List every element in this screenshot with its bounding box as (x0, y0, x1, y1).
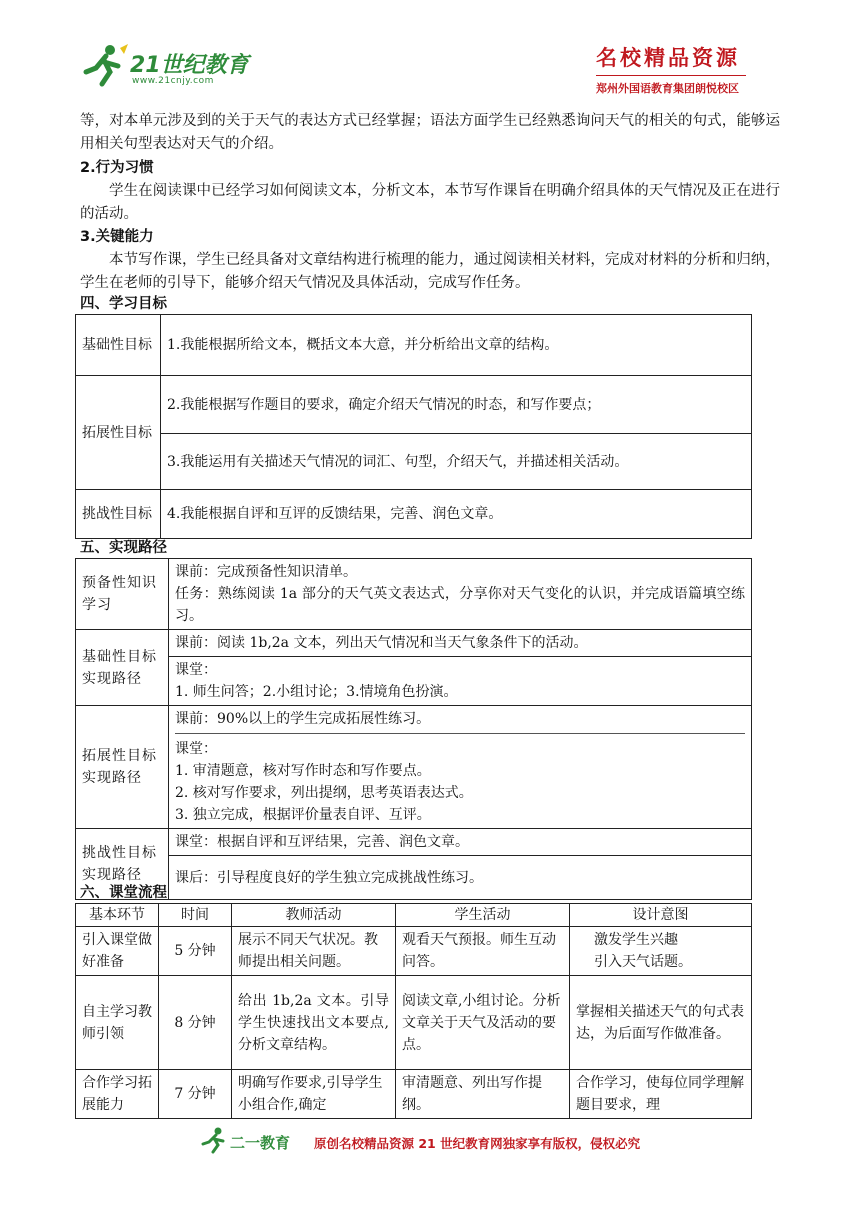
path-extend-step3: 3. 独立完成，根据评价量表自评、互评。 (175, 807, 431, 823)
path-label-prep: 预备性知识学习 (76, 559, 169, 630)
section-ability-text: 本节写作课，学生已经具备对文章结构进行梳理的能力，通过阅读相关材料，完成对材料的分析和归纳，学生在老师的引导下，能够介绍天气情况及具体活动，完成写作任务。 (80, 252, 780, 291)
flow-row2-stage: 自主学习教师引领 (76, 976, 159, 1070)
path-extend-step1: 1. 审清题意，核对写作时态和写作要点。 (175, 763, 431, 779)
flow-header-time: 时间 (159, 904, 232, 927)
flow-header-stage: 基本环节 (76, 904, 159, 927)
flow-row2-student: 阅读文章,小组讨论。分析文章关于天气及活动的要点。 (396, 976, 570, 1070)
logo-title: 21世纪教育 (130, 53, 249, 78)
flow-row1-time: 5 分钟 (159, 927, 232, 976)
goals-heading: 四、学习目标 (80, 296, 167, 312)
footer-copyright: 原创名校精品资源 21 世纪教育网独家享有版权，侵权必究 (314, 1136, 641, 1151)
flow-row3-student: 审清题意、列出写作提纲。 (396, 1070, 570, 1119)
goal-label-challenge: 挑战性目标 (76, 490, 161, 539)
flow-row3-intent: 合作学习，使每位同学理解题目要求，理 (570, 1070, 752, 1119)
goal-text-2: 2.我能根据写作题目的要求，确定介绍天气情况的时态，和写作要点； (161, 376, 752, 434)
brand-title: 名校精品资源 (596, 46, 740, 70)
flow-header-intent: 设计意图 (570, 904, 752, 927)
flow-row2-intent: 掌握相关描述天气的句式表达，为后面写作做准备。 (570, 976, 752, 1070)
path-label-extend: 拓展性目标实现路径 (76, 706, 169, 829)
footer-runner-icon (200, 1126, 230, 1154)
flow-row1-intent-b: 引入天气话题。 (594, 954, 692, 970)
flow-row1-student: 观看天气预报。师生互动问答。 (396, 927, 570, 976)
path-prep-content (169, 559, 752, 630)
path-extend-pre: 课前：90%以上的学生完成拓展性练习。 (175, 711, 431, 727)
flow-row2-time: 8 分钟 (159, 976, 232, 1070)
goals-table (75, 314, 752, 539)
path-basic-class-items: 1. 师生问答；2.小组讨论；3.情境角色扮演。 (175, 684, 458, 700)
brand-divider (596, 75, 746, 76)
goal-text-4: 4.我能根据自评和互评的反馈结果，完善、润色文章。 (161, 490, 752, 539)
path-basic-class-label: 课堂： (175, 662, 217, 678)
path-challenge-class: 课堂：根据自评和互评结果，完善、润色文章。 (169, 829, 752, 856)
flow-row2-teacher: 给出 1b,2a 文本。引导学生快速找出文本要点,分析文章结构。 (232, 976, 396, 1070)
path-extend-step2: 2. 核对写作要求，列出提纲，思考英语表达式。 (175, 785, 473, 801)
path-extend-content (169, 706, 752, 829)
goal-label-basic: 基础性目标 (76, 315, 161, 376)
path-extend-class: 课堂： (175, 741, 217, 757)
flow-row1-intent-a: 激发学生兴趣 (594, 932, 678, 948)
path-label-challenge: 挑战性目标实现路径 (76, 829, 169, 900)
logo-url: www.21cnjy.com (132, 76, 214, 86)
section-behavior-heading: 2.行为习惯 (80, 160, 154, 176)
flow-row1-teacher: 展示不同天气状况。教师提出相关问题。 (232, 927, 396, 976)
flow-row1-intent (570, 927, 752, 976)
page-header (0, 0, 860, 100)
flow-row3-stage: 合作学习拓展能力 (76, 1070, 159, 1119)
intro-paragraph: 等，对本单元涉及到的关于天气的表达方式已经掌握；语法方面学生已经熟悉询问天气的相关的句式，能够运用相关句型表达对天气的介绍。 (80, 113, 780, 152)
goal-text-1: 1.我能根据所给文本，概括文本大意，并分析给出文章的结构。 (161, 315, 752, 376)
flow-row3-teacher: 明确写作要求,引导学生小组合作,确定 (232, 1070, 396, 1119)
goal-text-3: 3.我能运用有关描述天气情况的词汇、句型，介绍天气，并描述相关活动。 (161, 434, 752, 490)
logo (80, 42, 250, 92)
path-heading: 五、实现路径 (80, 540, 167, 556)
flow-header-student: 学生活动 (396, 904, 570, 927)
flow-table (75, 903, 752, 1119)
goal-label-extend: 拓展性目标 (76, 376, 161, 490)
path-label-basic: 基础性目标实现路径 (76, 630, 169, 706)
path-prep-line2: 任务：熟练阅读 1a 部分的天气英文表达式，分享你对天气变化的认识，并完成语篇填空练习。 (175, 586, 745, 624)
divider (175, 733, 745, 734)
flow-row1-stage: 引入课堂做好准备 (76, 927, 159, 976)
flow-header-teacher: 教师活动 (232, 904, 396, 927)
footer-logo: 二一教育 (230, 1134, 291, 1152)
page-footer (0, 1122, 860, 1162)
path-basic-pre: 课前：阅读 1b,2a 文本，列出天气情况和当天气象条件下的活动。 (169, 630, 752, 657)
path-table (75, 558, 752, 900)
flow-row3-time: 7 分钟 (159, 1070, 232, 1119)
section-behavior-text: 学生在阅读课中已经学习如何阅读文本，分析文本，本节写作课旨在明确介绍具体的天气情况及正在进行的活动。 (80, 183, 780, 222)
path-challenge-after: 课后：引导程度良好的学生独立完成挑战性练习。 (169, 856, 752, 900)
runner-icon (80, 42, 130, 88)
path-prep-line1: 课前：完成预备性知识清单。 (175, 564, 357, 580)
path-basic-class (169, 657, 752, 706)
brand-subtitle: 郑州外国语教育集团朗悦校区 (596, 82, 739, 95)
section-ability-heading: 3.关键能力 (80, 229, 154, 245)
flow-heading: 六、课堂流程 (80, 885, 167, 901)
